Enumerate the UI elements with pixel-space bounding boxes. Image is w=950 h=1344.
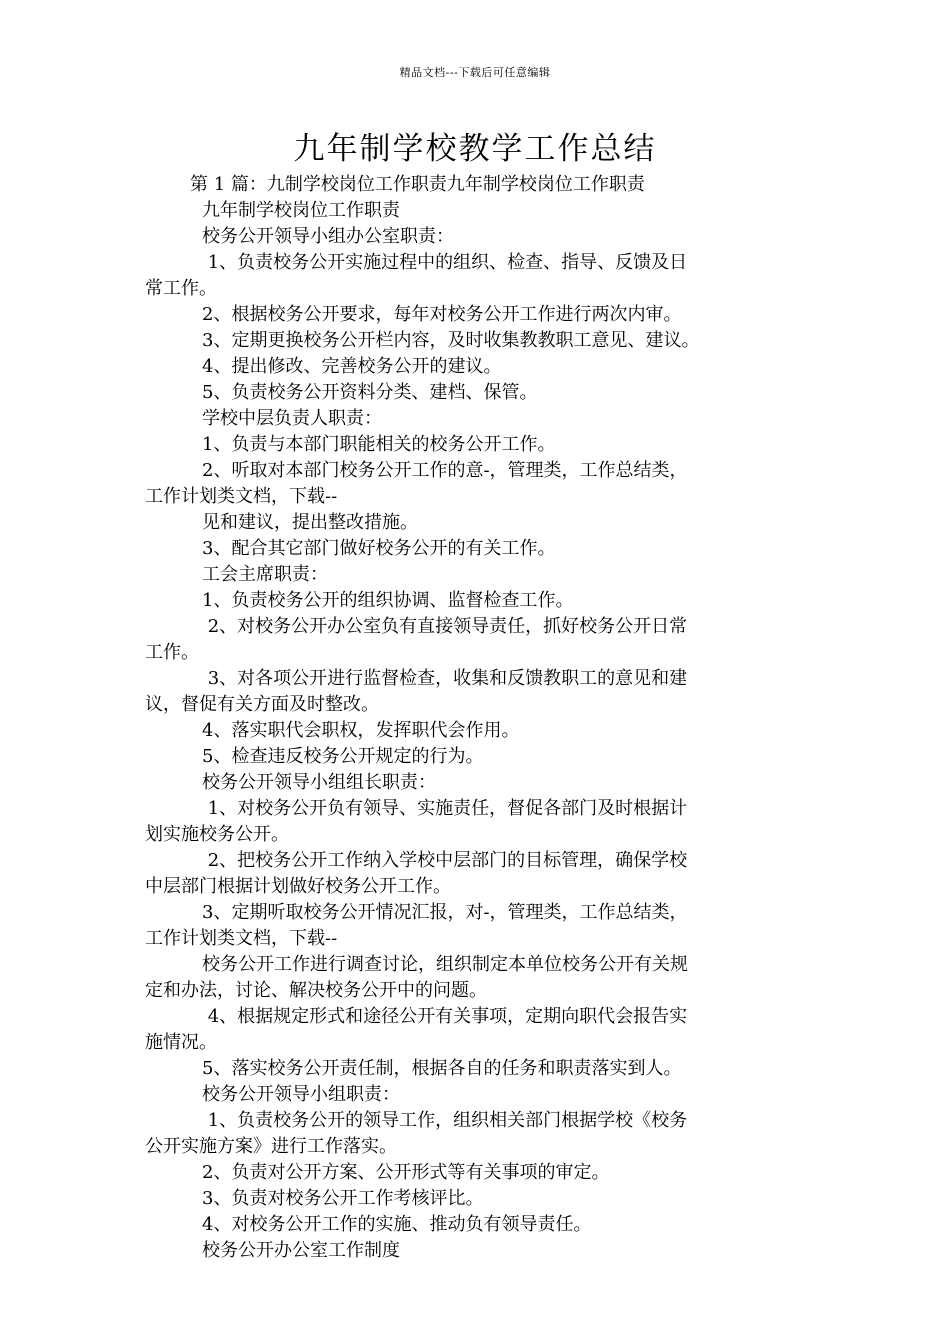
paragraph-line: 校务公开领导小组职责： xyxy=(202,1084,400,1105)
paragraph-line: 4、根据规定形式和途径公开有关事项，定期向职代会报告实 xyxy=(202,1006,688,1027)
paragraph-line: 2、根据校务公开要求，每年对校务公开工作进行两次内审。 xyxy=(202,304,682,325)
paragraph-line: 3、定期听取校务公开情况汇报，对-，管理类，工作总结类， xyxy=(202,902,688,923)
paragraph-line: 见和建议，提出整改措施。 xyxy=(202,512,418,533)
paragraph-line: 校务公开办公室工作制度 xyxy=(202,1240,400,1261)
paragraph-line: 2、把校务公开工作纳入学校中层部门的目标管理，确保学校 xyxy=(202,850,688,871)
document-title: 九年制学校教学工作总结 xyxy=(293,131,657,167)
paragraph-line: 3、定期更换校务公开栏内容，及时收集教教职工意见、建议。 xyxy=(202,330,700,351)
paragraph-line: 4、落实职代会职权，发挥职代会作用。 xyxy=(202,720,520,741)
paragraph-line: 5、落实校务公开责任制，根据各自的任务和职责落实到人。 xyxy=(202,1058,682,1079)
paragraph-line: 1、负责校务公开的领导工作，组织相关部门根据学校《校务 xyxy=(202,1110,688,1131)
paragraph-line: 第 1 篇：九制学校岗位工作职责九年制学校岗位工作职责 xyxy=(190,174,645,195)
paragraph-line: 2、对校务公开办公室负有直接领导责任，抓好校务公开日常 xyxy=(202,616,688,637)
paragraph-line: 施情况。 xyxy=(145,1032,217,1053)
paragraph-line: 公开实施方案》进行工作落实。 xyxy=(145,1136,397,1157)
paragraph-line: 中层部门根据计划做好校务公开工作。 xyxy=(145,876,451,897)
paragraph-line: 4、提出修改、完善校务公开的建议。 xyxy=(202,356,502,377)
paragraph-line: 3、对各项公开进行监督检查，收集和反馈教职工的意见和建 xyxy=(202,668,688,689)
paragraph-line: 3、配合其它部门做好校务公开的有关工作。 xyxy=(202,538,556,559)
paragraph-line: 工作计划类文档，下载-- xyxy=(145,486,338,507)
paragraph-line: 议，督促有关方面及时整改。 xyxy=(145,694,379,715)
document-body xyxy=(145,172,810,1264)
paragraph-line: 九年制学校岗位工作职责 xyxy=(202,200,400,221)
paragraph-line: 1、对校务公开负有领导、实施责任，督促各部门及时根据计 xyxy=(202,798,688,819)
paragraph-line: 常工作。 xyxy=(145,278,217,299)
paragraph-line: 4、对校务公开工作的实施、推动负有领导责任。 xyxy=(202,1214,592,1235)
paragraph-line: 2、负责对公开方案、公开形式等有关事项的审定。 xyxy=(202,1162,610,1183)
paragraph-line: 1、负责与本部门职能相关的校务公开工作。 xyxy=(202,434,556,455)
paragraph-line: 定和办法，讨论、解决校务公开中的问题。 xyxy=(145,980,487,1001)
paragraph-line: 校务公开领导小组办公室职责： xyxy=(202,226,454,247)
paragraph-line: 划实施校务公开。 xyxy=(145,824,289,845)
paragraph-line: 5、检查违反校务公开规定的行为。 xyxy=(202,746,484,767)
paragraph-line: 2、听取对本部门校务公开工作的意-，管理类，工作总结类， xyxy=(202,460,688,481)
paragraph-line: 1、负责校务公开实施过程中的组织、检查、指导、反馈及日 xyxy=(202,252,688,273)
paragraph-line: 校务公开领导小组组长职责： xyxy=(202,772,436,793)
paragraph-line: 3、负责对校务公开工作考核评比。 xyxy=(202,1188,484,1209)
paragraph-line: 校务公开工作进行调查讨论，组织制定本单位校务公开有关规 xyxy=(202,954,688,975)
page-header: 精品文档---下载后可任意编辑 xyxy=(399,66,551,79)
paragraph-line: 工作。 xyxy=(145,642,199,663)
paragraph-line: 5、负责校务公开资料分类、建档、保管。 xyxy=(202,382,538,403)
paragraph-line: 1、负责校务公开的组织协调、监督检查工作。 xyxy=(202,590,574,611)
paragraph-line: 工作计划类文档，下载-- xyxy=(145,928,338,949)
paragraph-line: 工会主席职责： xyxy=(202,564,328,585)
paragraph-line: 学校中层负责人职责： xyxy=(202,408,382,429)
